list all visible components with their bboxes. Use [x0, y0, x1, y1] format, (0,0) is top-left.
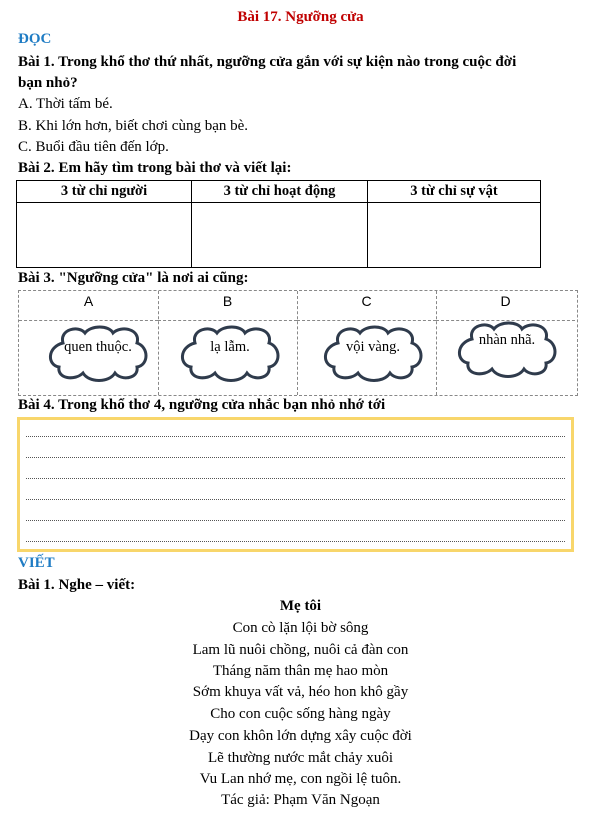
poem-line: Vu Lan nhớ mẹ, con ngồi lệ tuôn. [199, 771, 402, 787]
poem-line: Con cò lặn lội bờ sông [232, 620, 369, 636]
q3-text-b: lạ lẫm. [210, 339, 250, 355]
poem-line: Lẽ thường nước mắt chảy xuôi [208, 750, 393, 766]
poem-author: Tác giả: Phạm Văn Ngoạn [221, 792, 380, 808]
q2-answer-people[interactable] [17, 203, 192, 268]
q1-option-c[interactable]: C. Buổi đầu tiên đến lớp. [18, 139, 169, 155]
q2-label: Bài 2. [18, 160, 55, 176]
poem-line: Cho con cuộc sống hàng ngày [210, 706, 391, 722]
q1-text1: Trong khổ thơ thứ nhất, ngưỡng cửa gắn với sự kiện nào trong cuộc đời [54, 54, 517, 70]
cloud-shape [320, 323, 426, 383]
q2-line [18, 160, 291, 177]
answer-line[interactable] [26, 436, 565, 437]
q2-header-things: 3 từ chỉ sự vật [368, 181, 541, 203]
poem-line: Tháng năm thân mẹ hao mòn [212, 663, 389, 679]
answer-line[interactable] [26, 478, 565, 479]
q2-table [16, 180, 541, 268]
q3-option-b[interactable] [158, 291, 298, 395]
q1-line1 [18, 54, 516, 71]
q1-option-a[interactable]: A. Thời tấm bé. [18, 96, 113, 112]
q4-label: Bài 4. [18, 397, 55, 413]
q4-line [18, 397, 385, 414]
cloud-shape [454, 319, 560, 379]
answer-line[interactable] [26, 457, 565, 458]
q3-letter-d: D [500, 293, 511, 309]
q3-option-c[interactable] [297, 291, 437, 395]
q2-text: Em hãy tìm trong bài thơ và viết lại: [54, 160, 292, 176]
q2-answer-things[interactable] [368, 203, 541, 268]
q3-option-a[interactable] [19, 291, 159, 395]
q4-text: Trong khổ thơ 4, ngưỡng cửa nhắc bạn nhỏ nhớ tới [54, 397, 386, 413]
q3-options [18, 290, 578, 396]
poem-title: Mẹ tôi [279, 598, 322, 614]
poem-line: Sớm khuya vất vả, héo hon khô gầy [192, 684, 409, 700]
q3-letter-a: A [83, 293, 94, 309]
answer-line[interactable] [26, 541, 565, 542]
w1-label: Bài 1. [18, 577, 55, 593]
cloud-shape [45, 323, 151, 383]
q1-option-b[interactable]: B. Khi lớn hơn, biết chơi cùng bạn bè. [18, 118, 249, 134]
q3-letter-b: B [222, 293, 233, 309]
answer-line[interactable] [26, 499, 565, 500]
q3-letter-c: C [361, 293, 372, 309]
w1-text: Nghe – viết: [54, 577, 136, 593]
q2-answer-activity[interactable] [192, 203, 368, 268]
q3-text-d: nhàn nhã. [478, 332, 536, 348]
q2-header-activity: 3 từ chỉ hoạt động [192, 181, 368, 203]
page-title: Bài 17. Ngưỡng cửa [237, 9, 364, 25]
reading-heading: ĐỌC [18, 31, 52, 47]
poem-line: Dạy con khôn lớn dựng xây cuộc đời [189, 728, 412, 744]
q4-answer-box[interactable] [17, 417, 574, 552]
q3-line [18, 270, 248, 287]
cloud-shape [177, 323, 283, 383]
q3-text-c: vội vàng. [346, 339, 400, 355]
q1-text2: bạn nhỏ? [18, 75, 78, 91]
q1-label: Bài 1. [18, 54, 55, 70]
answer-line[interactable] [26, 520, 565, 521]
q3-text-a: quen thuộc. [64, 339, 132, 355]
q3-label: Bài 3. [18, 270, 55, 286]
q3-option-d[interactable] [436, 291, 575, 395]
w1-line [18, 577, 135, 594]
writing-heading: VIẾT [18, 555, 55, 571]
q3-text: "Ngưỡng cửa" là nơi ai cũng: [54, 270, 249, 286]
poem-line: Lam lũ nuôi chồng, nuôi cả đàn con [192, 642, 409, 658]
q2-header-people: 3 từ chỉ người [17, 181, 192, 203]
